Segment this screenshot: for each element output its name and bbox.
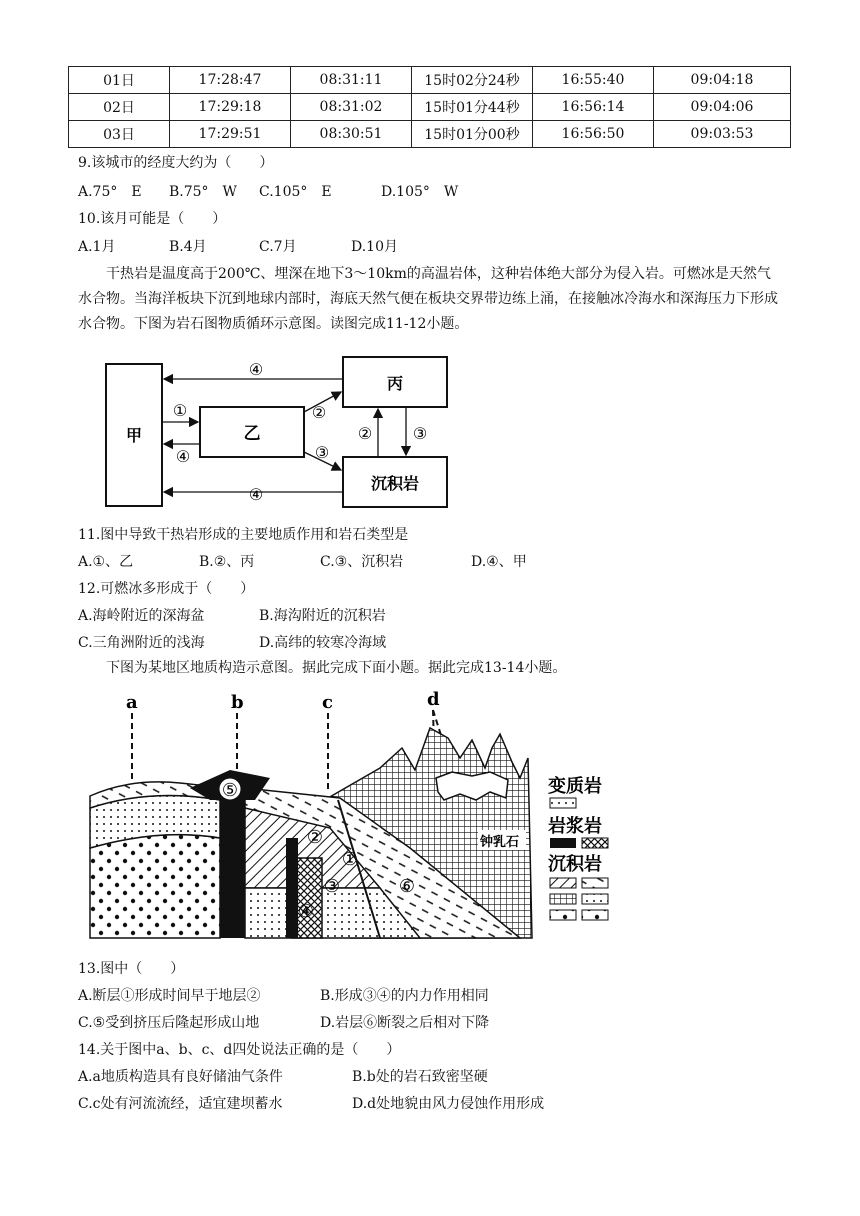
question-14-stem: 14.关于图中a、b、c、d四处说法正确的是（ ） <box>78 1042 401 1058</box>
table-cell: 17:29:51 <box>170 121 291 148</box>
q13-option-c: C.⑤受到挤压后隆起形成山地 <box>78 1015 260 1031</box>
question-10-stem: 10.该月可能是（ ） <box>78 211 227 227</box>
label-2-right: ② <box>357 424 373 443</box>
table-cell: 09:04:18 <box>654 67 791 94</box>
question-12-stem: 12.可燃冰多形成于（ ） <box>78 581 255 597</box>
q12-option-a: A.海岭附近的深海盆 <box>78 608 205 624</box>
q9-option-b: B.75° W <box>169 184 237 200</box>
label-2-upper: ② <box>311 403 327 422</box>
q13-option-d: D.岩层⑥断裂之后相对下降 <box>320 1015 490 1031</box>
q12-option-d: D.高纬的较寒冷海域 <box>259 635 387 651</box>
number-1: ① <box>341 849 359 870</box>
q12-option-b: B.海沟附近的沉积岩 <box>259 608 386 624</box>
legend-igneous-swatch-2 <box>582 838 608 848</box>
label-4-mid: ④ <box>175 447 191 466</box>
number-6: ⑥ <box>398 876 416 897</box>
sun-time-table <box>68 66 791 148</box>
marker-b-label: b <box>231 692 244 713</box>
marker-d-label: d <box>427 689 440 710</box>
passage-hot-dry-rock: 干热岩是温度高于200℃、埋深在地下3～10km的高温岩体，这种岩体绝大部分为侵入岩。可燃冰是天然气水合物。当海洋板块下沉到地球内部时，海底天然气便在板块交界带边练上涌，在接触冰冷海水和深海压力下形成水合物。下图为岩石图物质循环示意图。读图完成11-12小题。 <box>78 266 778 332</box>
legend-metamorphic: 变质岩 <box>548 776 602 797</box>
legend-igneous: 岩浆岩 <box>548 816 602 837</box>
label-1: ① <box>172 401 188 420</box>
q9-option-a: A.75° E <box>78 184 142 200</box>
marker-a-label: a <box>126 692 138 713</box>
q10-option-a: A.1月 <box>78 239 116 255</box>
table-cell: 08:31:02 <box>291 94 412 121</box>
legend-sed-swatch-5 <box>550 910 576 920</box>
q13-option-b: B.形成③④的内力作用相同 <box>320 988 489 1004</box>
q11-option-a: A.①、乙 <box>78 554 134 570</box>
table-row <box>69 94 791 121</box>
table-row <box>69 67 791 94</box>
marker-c-label: c <box>322 692 333 713</box>
q10-option-d: D.10月 <box>351 239 398 255</box>
number-4: ④ <box>297 901 315 922</box>
geologic-structure-diagram <box>80 688 620 944</box>
legend-igneous-swatch-1 <box>550 838 576 848</box>
table-cell: 09:04:06 <box>654 94 791 121</box>
legend-sed-swatch-6 <box>582 910 608 920</box>
legend-sed-swatch-3 <box>550 894 576 904</box>
legend-sed-swatch-1 <box>550 878 576 888</box>
number-3: ③ <box>323 876 341 897</box>
table-cell: 09:03:53 <box>654 121 791 148</box>
table-cell: 16:55:40 <box>533 67 654 94</box>
q10-option-c: C.7月 <box>259 239 297 255</box>
q11-option-b: B.②、丙 <box>199 554 255 570</box>
table-cell: 02日 <box>69 94 170 121</box>
node-sediment-label: 沉积岩 <box>370 474 420 493</box>
q14-option-a: A.a地质构造具有良好储油气条件 <box>78 1069 283 1085</box>
cave-label: 钟乳石 <box>480 835 520 850</box>
number-2: ② <box>306 827 324 848</box>
q11-option-c: C.③、沉积岩 <box>320 554 404 570</box>
table-cell: 01日 <box>69 67 170 94</box>
q13-option-a: A.断层①形成时间早于地层② <box>78 988 261 1004</box>
legend-metamorphic-swatch <box>550 798 576 808</box>
node-bing-label: 丙 <box>386 374 404 393</box>
question-11-stem: 11.图中导致干热岩形成的主要地质作用和岩石类型是 <box>78 527 409 543</box>
table-cell: 03日 <box>69 121 170 148</box>
table-cell: 08:31:11 <box>291 67 412 94</box>
question-9-stem: 9.该城市的经度大约为（ ） <box>78 155 274 171</box>
q14-option-d: D.d处地貌由风力侵蚀作用形成 <box>352 1096 545 1112</box>
number-5: ⑤ <box>221 780 239 801</box>
layer-dotted-bottom <box>90 835 220 938</box>
table-cell: 16:56:14 <box>533 94 654 121</box>
node-yi-label: 乙 <box>243 424 261 444</box>
q14-option-c: C.c处有河流流经，适宜建坝蓄水 <box>78 1096 283 1112</box>
rock-cycle-diagram <box>100 352 460 512</box>
table-cell: 17:28:47 <box>170 67 291 94</box>
table-cell: 15时01分44秒 <box>412 94 533 121</box>
q10-option-b: B.4月 <box>169 239 207 255</box>
table-cell: 08:30:51 <box>291 121 412 148</box>
table-row <box>69 121 791 148</box>
table-cell: 15时02分24秒 <box>412 67 533 94</box>
question-13-stem: 13.图中（ ） <box>78 961 185 977</box>
q9-option-d: D.105° W <box>381 184 459 200</box>
q14-option-b: B.b处的岩石致密坚硬 <box>352 1069 488 1085</box>
label-4-bottom: ④ <box>248 485 264 504</box>
passage-geologic-structure: 下图为某地区地质构造示意图。据此完成下面小题。据此完成13-14小题。 <box>106 660 567 676</box>
q9-option-c: C.105° E <box>259 184 332 200</box>
label-4-top: ④ <box>248 360 264 379</box>
legend-sed-swatch-2 <box>582 878 608 888</box>
node-jia-label: 甲 <box>125 426 143 445</box>
label-3-lower: ③ <box>314 443 330 462</box>
intrusion-black <box>286 838 298 938</box>
legend-sedimentary: 沉积岩 <box>548 854 602 875</box>
legend-sed-swatch-4 <box>582 894 608 904</box>
table-cell: 16:56:50 <box>533 121 654 148</box>
q11-option-d: D.④、甲 <box>471 554 527 570</box>
label-3-right: ③ <box>412 424 428 443</box>
table-cell: 15时01分00秒 <box>412 121 533 148</box>
table-cell: 17:29:18 <box>170 94 291 121</box>
q12-option-c: C.三角洲附近的浅海 <box>78 635 205 651</box>
